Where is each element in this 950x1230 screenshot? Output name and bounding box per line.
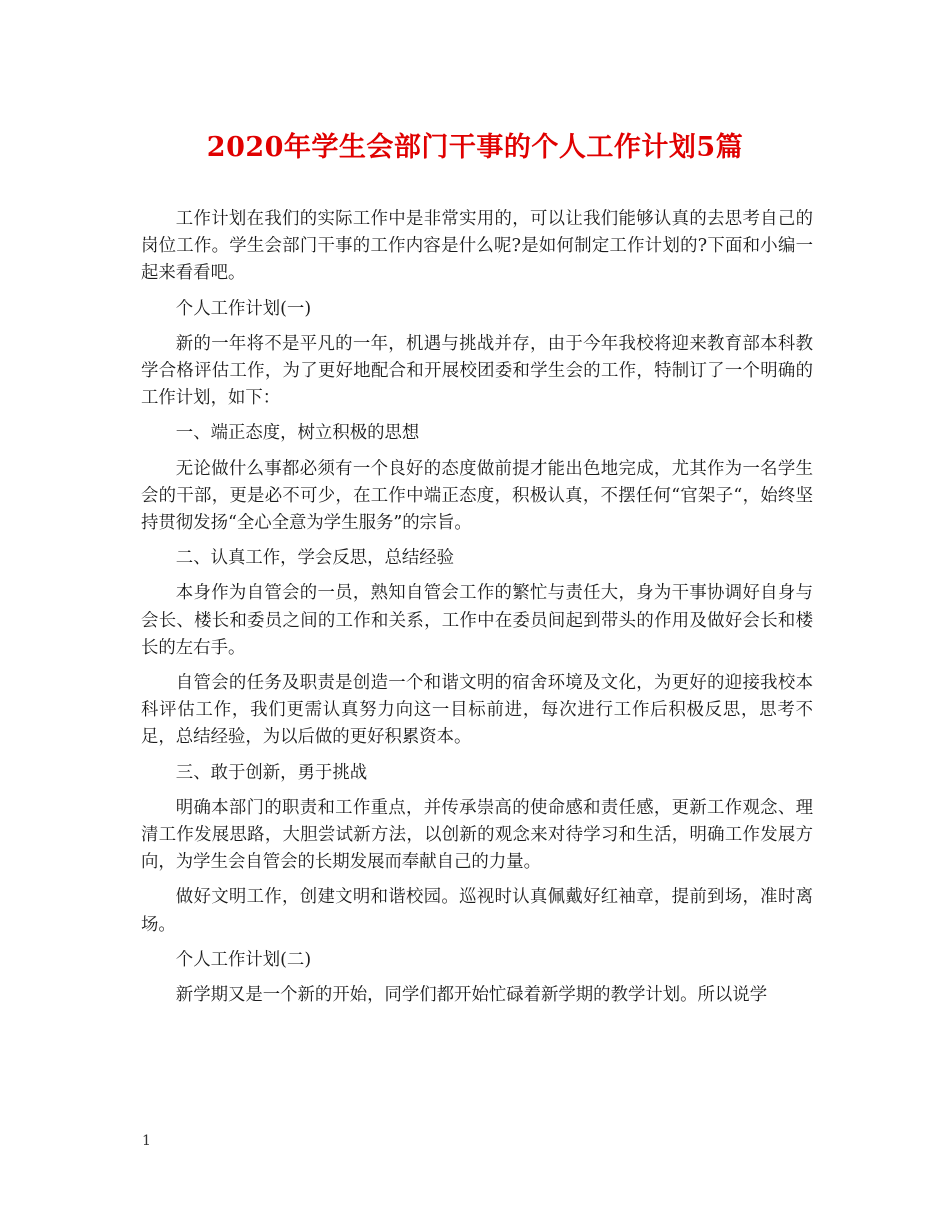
body-paragraph: 做好文明工作，创建文明和谐校园。巡视时认真佩戴好红袖章，提前到场，准时离场。 — [141, 887, 813, 935]
section-heading: 个人工作计划(一) — [175, 298, 312, 319]
section-heading: 三、敢于创新，勇于挑战 — [175, 762, 368, 783]
body-paragraph: 明确本部门的职责和工作重点，并传承崇高的使命感和责任感，更新工作观念、理清工作发展思路，大胆尝试新方法，以创新的观念来对待学习和生活，明确工作发展方向，为学生会自管会的长期发展而奉献自己的力量。 — [141, 797, 813, 873]
body-paragraph: 自管会的任务及职责是创造一个和谐文明的宿舍环境及文化，为更好的迎接我校本科评估工作，我们更需认真努力向这一目标前进，每次进行工作后积极反思，思考不足，总结经验，为以后做的更好积累资本。 — [141, 673, 813, 748]
body-paragraph: 新学期又是一个新的开始，同学们都开始忙碌着新学期的教学计划。所以说学 — [175, 985, 768, 1006]
document-title: 2020年学生会部门干事的个人工作计划5篇 — [206, 132, 744, 163]
body-paragraph: 新的一年将不是平凡的一年，机遇与挑战并存，由于今年我校将迎来教育部本科教学合格评估工作，为了更好地配合和开展校团委和学生会的工作，特制订了一个明确的工作计划，如下： — [141, 333, 813, 409]
page-number: 1 — [142, 1133, 151, 1149]
section-heading: 二、认真工作，学会反思，总结经验 — [175, 548, 455, 569]
body-paragraph: 无论做什么事都必须有一个良好的态度做前提才能出色地完成，尤其作为一名学生会的干部，更是必不可少，在工作中端正态度，积极认真，不摆任何“官架子“，始终坚持贯彻发扬“全心全意为学生服务”的宗旨。 — [141, 458, 813, 534]
section-heading: 一、端正态度，树立积极的思想 — [175, 423, 420, 444]
document-body — [141, 206, 813, 1009]
body-paragraph: 本身作为自管会的一员，熟知自管会工作的繁忙与责任大，身为干事协调好自身与会长、楼长和委员之间的工作和关系，工作中在委员间起到带头的作用及做好会长和楼长的左右手。 — [141, 583, 813, 658]
body-paragraph: 工作计划在我们的实际工作中是非常实用的，可以让我们能够认真的去思考自己的岗位工作。学生会部门干事的工作内容是什么呢?是如何制定工作计划的?下面和小编一起来看看吧。 — [141, 209, 813, 284]
section-heading: 个人工作计划(二) — [175, 949, 312, 970]
